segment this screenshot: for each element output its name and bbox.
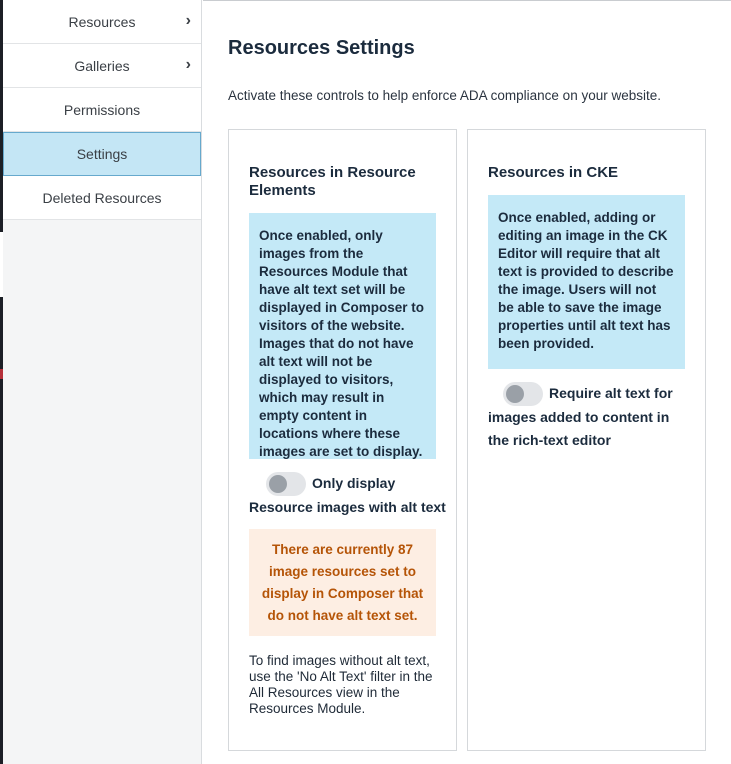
sidebar-item-settings[interactable] xyxy=(3,132,201,176)
page-title: Resources Settings xyxy=(228,37,415,59)
sidebar-item-galleries[interactable] xyxy=(3,44,201,88)
main-content xyxy=(203,0,731,764)
sidebar xyxy=(3,0,202,764)
alt-text-toggle-row xyxy=(249,472,449,519)
warning-box: There are currently 87 image resources set to display in Composer that do not have alt text set. xyxy=(249,529,436,636)
sidebar-item-permissions[interactable] xyxy=(3,88,201,132)
chevron-right-icon: › xyxy=(185,56,191,73)
sidebar-item-label: Permissions xyxy=(63,101,141,118)
sidebar-item-label: Deleted Resources xyxy=(42,189,162,206)
toggle-label: Only display Resource images with alt text xyxy=(249,475,446,516)
toggle-knob xyxy=(506,385,524,403)
require-alt-text-toggle[interactable] xyxy=(503,382,543,406)
cke-toggle-row xyxy=(488,382,693,452)
resource-elements-card xyxy=(228,129,457,751)
info-box: Once enabled, adding or editing an image in the CK Editor will require that alt text is provided to describe the image. Users will not be able to save the image properties until alt text has been provided. xyxy=(488,195,685,369)
card-title: Resources in CKE xyxy=(488,164,619,181)
page-description: Activate these controls to help enforce ADA compliance on your website. xyxy=(228,88,661,103)
sidebar-item-deleted-resources[interactable] xyxy=(3,176,201,220)
sidebar-item-label: Settings xyxy=(76,146,128,162)
toggle-label: Require alt text for images added to content in the rich-text editor xyxy=(488,385,673,449)
info-box: Once enabled, only images from the Resources Module that have alt text set will be displayed in Composer to visitors of the website. Images that do not have alt text will not be displayed to visitors, which may result in empty content in locations where these images are set to display. xyxy=(249,213,436,459)
card-title: Resources in Resource Elements xyxy=(249,164,416,199)
toggle-knob xyxy=(269,475,287,493)
chevron-right-icon: › xyxy=(185,12,191,29)
sidebar-item-label: Galleries xyxy=(74,57,130,74)
sidebar-item-resources[interactable] xyxy=(3,0,201,44)
help-text: To find images without alt text, use the 'No Alt Text' filter in the All Resources view in the Resources Module. xyxy=(249,653,433,716)
cke-card xyxy=(467,129,706,751)
only-display-alt-text-toggle[interactable] xyxy=(266,472,306,496)
sidebar-nav xyxy=(3,0,201,220)
sidebar-item-label: Resources xyxy=(68,13,136,30)
